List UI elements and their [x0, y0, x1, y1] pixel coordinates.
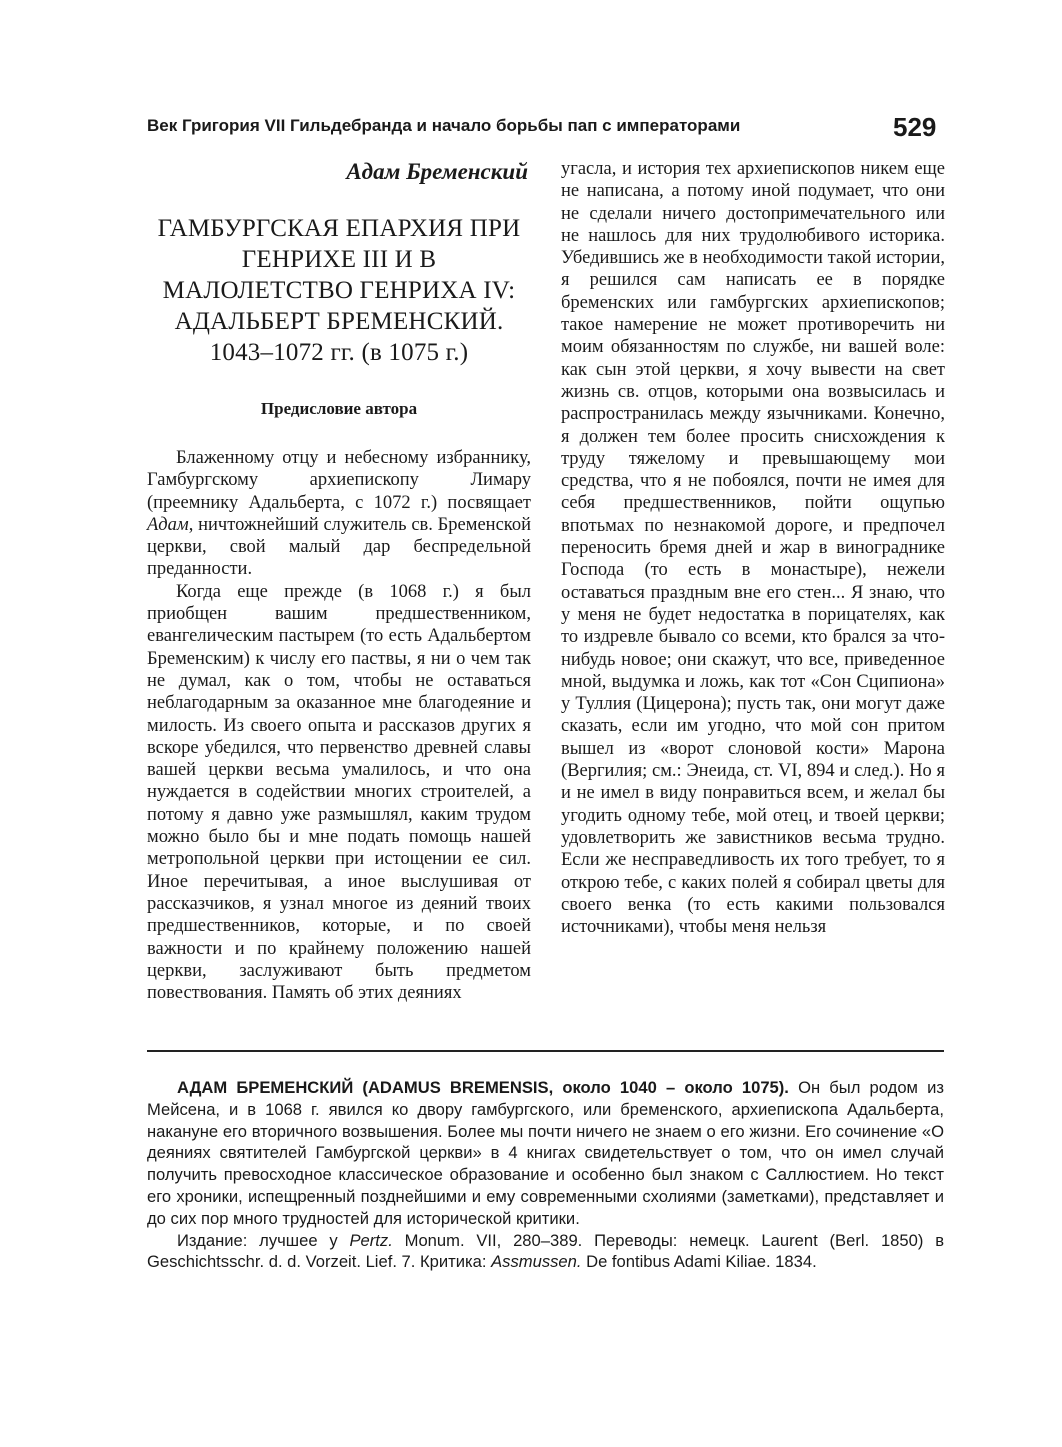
- author-biography: [147, 1077, 944, 1273]
- biography-text: Он был родом из Мейсена, и в 1068 г. явился ко двору гамбургского, или бременского, архиепископа Адальберта, накануне его вторичного возвышения. Более мы почти ничего не знаем о его жизни. Его сочинение «О деяниях святителей Гамбургской церкви» в 4 книгах свидетельствует о том, что он имел случай получить превосходное классическое образование и особенно был знаком с Саллюстием. Но текст его хроники, испещренный позднейшими и ему современными схолиями (заметками), представляет и до сих пор много трудностей для исторической критики.: [147, 1078, 944, 1228]
- biography-paragraph: [147, 1077, 944, 1230]
- edition-italic-pertz: Pertz.: [349, 1230, 393, 1250]
- title-line: 1043–1072 гг. (в 1075 г.): [209, 339, 469, 366]
- title-line: ГЕНРИХЕ III И В: [241, 246, 437, 273]
- dedication-paragraph: [147, 447, 531, 581]
- biography-heading: АДАМ БРЕМЕНСКИЙ (ADAMUS BREMENSIS, около 1040 – около 1075).: [177, 1078, 789, 1097]
- running-head: Век Григория VII Гильдебранда и начало борьбы пап с императорами: [147, 116, 741, 135]
- dedication-text-a: Блаженному отцу и небесному избраннику, Гамбургскому архиепископу Лимару (преемнику Адальберта, с 1072 г.) посвящает: [147, 448, 531, 513]
- footnote-divider: [147, 1050, 944, 1052]
- title-line: АДАЛЬБЕРТ БРЕМЕНСКИЙ.: [174, 308, 504, 335]
- title-line: ГАМБУРГСКАЯ ЕПАРХИЯ ПРИ: [157, 215, 521, 242]
- page-number: 529: [893, 112, 937, 142]
- edition-italic-assmussen: Assmussen.: [491, 1252, 582, 1272]
- preface-continuation: угасла, и история тех архиепископов никем еще не написана, а потому иной подумает, что они не сделали ничего достопримечательного или не нашлось для них трудолюбивого историка. Убедившись же в необходимости такой истории, я решился сам написать ее в порядке бременских или гамбургских архиепископов; такое намерение не может противоречить ни моим обязанностям по службе, ни вашей воле: как сын этой церкви, я хочу вывести на свет жизнь св. отцов, которыми она возвысилась и распространилась между язычниками. Конечно, я должен тем более просить снисхождения к труду тяжелому и превышающему мои средства, что я не побоялся, почти не имея для себя предшественников, пойти ощупью впотьмах по незнакомой дороге, и предпочел переносить бремя дней и жар в винограднике Господа (то есть в монастыре), нежели оставаться праздным вне его стен... Я знаю, что у меня не будет недостатка в порицателях, как то издревле бывало со всеми, кто брался за что-нибудь новое; они скажут, что все, приведенное мной, выдумка и ложь, как тот «Сон Сципиона» у Туллия (Цицерона); пусть так, они могут даже сказать, если им угодно, что мой сон притом вышел из «ворот слоновой кости» Марона (Вергилия; см.: Энеида, ст. VI, 894 и след.). Но я и не имел в виду понравиться всем, и желал бы угодить одному тебе, мой отец, и твоей церкви; удовлетворить же завистников весьма трудно. Если же несправедливость их того требует, то я открою тебе, с каких полей я собирал цветы для своего венка (то есть какими пользовался источниками), чтобы меня нельзя: [561, 159, 945, 938]
- edition-suffix: De fontibus Adami Kiliae. 1834.: [581, 1252, 817, 1272]
- preface-paragraph: Когда еще прежде (в 1068 г.) я был приобщен вашим предшественником, евангелическим пастырем (то есть Адальбертом Бременским) к числу его паствы, я ни о чем так не думал, как о том, чтобы не оставаться неблагодарным за оказанное мне благодеяние и милость. Из своего опыта и рассказов других я вскоре убедился, что первенство древней славы вашей церкви весьма умалилось, и что она нуждается в содействии многих строителей, а потому я давно уже размышлял, каким трудом можно было бы и мне подать помощь нашей метропольной церкви при истощении ее сил. Иное перечитывая, а иное выслушивая от рассказчиков, я узнал многое из деяний твоих предшественников, которые, и по своей важности и по крайнему положению нашей церкви, заслуживают быть предметом повествования. Память об этих деяниях: [147, 581, 531, 1004]
- dedication-author-italic: Адам: [147, 514, 189, 535]
- author-name: Адам Бременский: [346, 159, 528, 184]
- left-column: [147, 158, 531, 1004]
- title-line: МАЛОЛЕТСТВО ГЕНРИХА IV:: [162, 277, 516, 304]
- section-subtitle: Предисловие автора: [260, 399, 418, 418]
- edition-middle: Monum. VII, 280–389. Переводы: немецк. Laurent (Berl. 1850) в Geschichtsschr. d. d. Vorzeit. Lief. 7. Критика:: [147, 1230, 945, 1272]
- edition-paragraph: [147, 1230, 944, 1274]
- dedication-text-b: , ничтожнейший служитель св. Бременской церкви, свой малый дар беспредельной преданности.: [147, 514, 531, 580]
- chapter-title: [147, 213, 531, 368]
- right-column: [561, 158, 945, 938]
- edition-prefix: Издание: лучшее у: [177, 1230, 350, 1250]
